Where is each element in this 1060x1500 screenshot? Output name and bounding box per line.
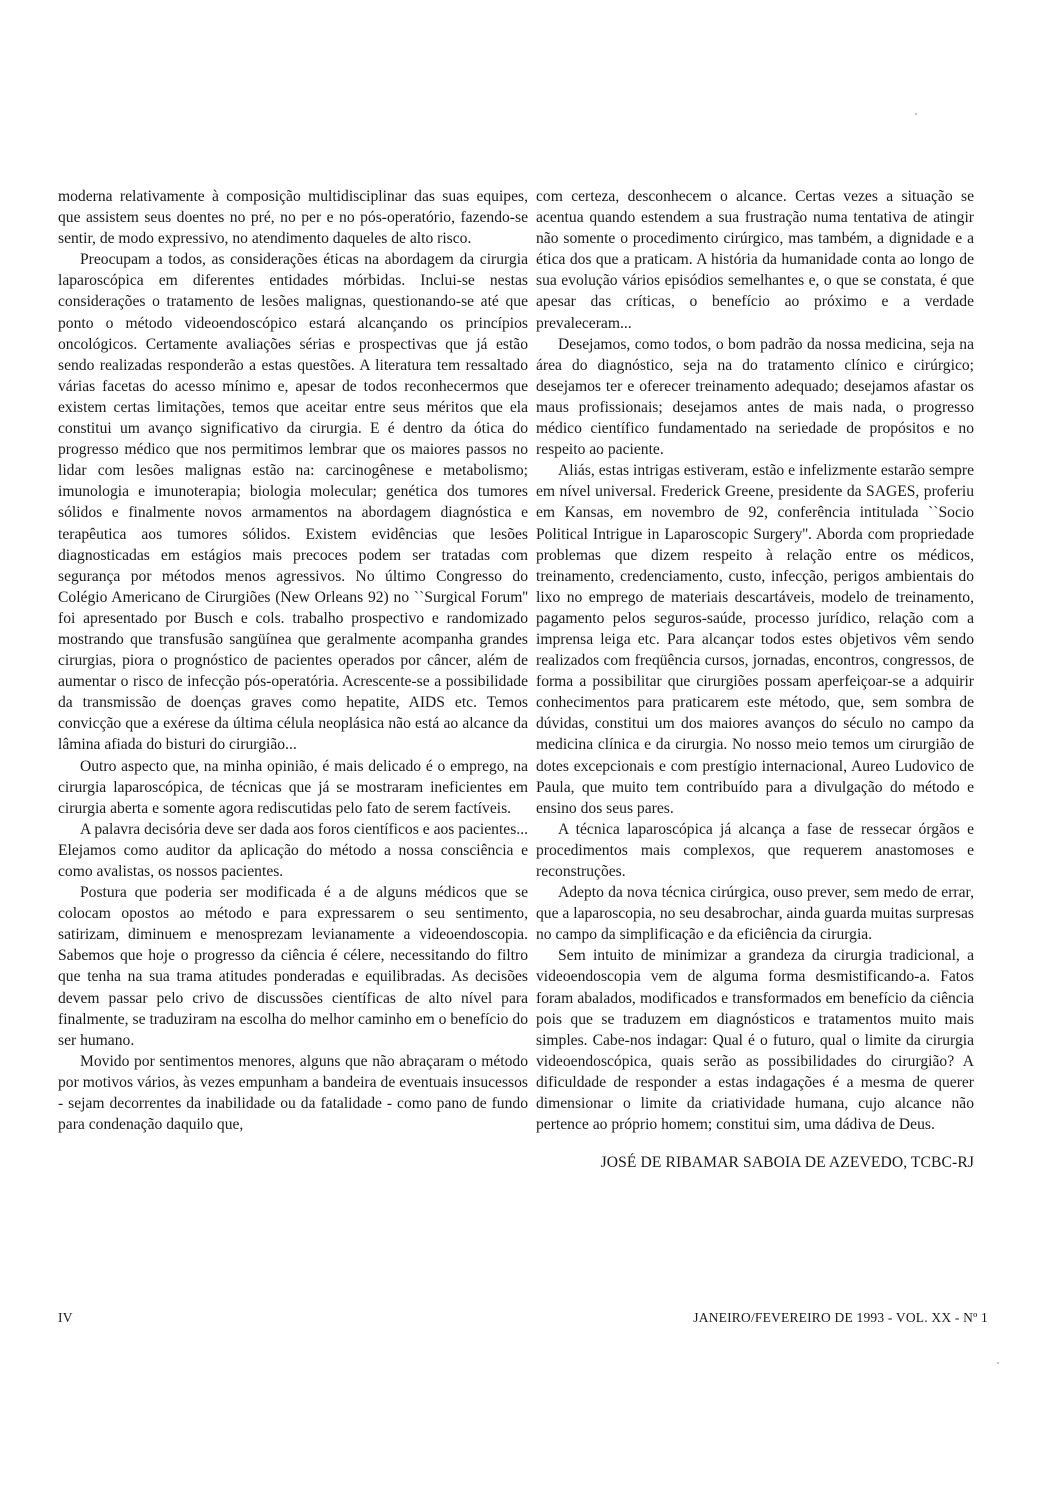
paragraph: com certeza, desconhecem o alcance. Certas vezes a situação se acentua quando estendem a sua frustração numa tentativa de atingir não somente o procedimento cirúrgico, mas também, a dignidade e a ética dos que a praticam. A história da humanidade conta ao longo de sua evolução vários episódios semelhantes e, o que se constata, é que apesar das críticas, o benefício ao próximo e a verdade prevaleceram...	[536, 188, 974, 332]
paragraph: Sem intuito de minimizar a grandeza da cirurgia tradicional, a videoendoscopia vem de alguma forma desmistificando-a. Fatos foram abalados, modificados e transformados em benefício da ciência pois que se traduzem em diagnósticos e tratamentos muito mais simples. Cabe-nos indagar: Qual é o futuro, qual o limite da cirurgia videoendoscópica, quais serão as possibilidades do cirurgião? A dificuldade de responder a estas indagações é a mesma de querer dimensionar o limite da criatividade humana, cujo alcance não pertence ao próprio homem; constitui sim, uma dádiva de Deus.	[536, 947, 974, 1134]
scan-speck	[997, 1362, 999, 1364]
paragraph: A palavra decisória deve ser dada aos foros científicos e aos pacientes... Elejamos como auditor da aplicação do método a nossa consciência e como avalistas, os nossos pacientes.	[58, 820, 528, 880]
issue-info: JANEIRO/FEVEREIRO DE 1993 - VOL. XX - Nº 1	[693, 1310, 988, 1325]
article-column-right	[536, 186, 974, 1173]
paragraph: Adepto da nova técnica cirúrgica, ouso prever, sem medo de errar, que a laparoscopia, no seu desabrochar, ainda guarda muitas surpresas no campo da simplificação e da eficiência da cirurgia.	[536, 884, 975, 944]
scan-speck	[915, 113, 917, 115]
article-column-left	[58, 186, 528, 1135]
page-number: IV	[58, 1310, 73, 1325]
paragraph: moderna relativamente à composição multidisciplinar das suas equipes, que assistem seus doentes no pré, no per e no pós-operatório, fazendo-se sentir, de modo expressivo, no atendimento daqueles de alto risco.	[58, 188, 528, 248]
paragraph: Aliás, estas intrigas estiveram, estão e infelizmente estarão sempre em nível universal. Frederick Greene, presidente da SAGES, proferiu em Kansas, em novembro de 92, conferência intitulada ``Socio Political Intrigue in Laparoscopic Surgery''. Aborda com propriedade problemas que dizem respeito à relação entre os médicos, treinamento, credenciamento, custo, infecção, perigos ambientais do lixo no emprego de materiais descartáveis, modelo de treinamento, pagamento pelos seguros-saúde, processo jurídico, relação com a imprensa leiga etc. Para alcançar todos estes objetivos vêm sendo realizados com freqüência cursos, jornadas, encontros, congressos, de forma a possibilitar que cirurgiões possam aperfeiçoar-se a adquirir conhecimentos para praticarem este método, que, sem sombra de dúvidas, constitui um dos maiores avanços do século no campo da medicina clínica e da cirurgia. No nosso meio temos um cirurgião de dotes excepcionais e com prestígio internacional, Aureo Ludovico de Paula, que muito tem contribuído para a divulgação do método e ensino dos seus pares.	[536, 462, 974, 817]
paragraph: Outro aspecto que, na minha opinião, é mais delicado é o emprego, na cirurgia laparoscópica, de técnicas que já se mostraram ineficientes em cirurgia aberta e somente agora rediscutidas pelo fato de serem factíveis.	[58, 757, 528, 817]
paragraph: Movido por sentimentos menores, alguns que não abraçaram o método por motivos vários, às vezes empunham a bandeira de eventuais insucessos - sejam decorrentes da inabilidade ou da fatalidade - como pano de fundo para condenação daquilo que,	[58, 1052, 528, 1134]
author-signature: JOSÉ DE RIBAMAR SABOIA DE AZEVEDO, TCBC-RJ	[600, 1154, 974, 1172]
paragraph: Desejamos, como todos, o bom padrão da nossa medicina, seja na área do diagnóstico, seja na do tratamento clínico e cirúrgico; desejamos ter e oferecer treinamento adequado; desejamos afastar os maus profissionais; desejamos antes de mais nada, o progresso médico científico fundamentado na seriedade de propósitos e no respeito ao paciente.	[536, 335, 974, 459]
paragraph: Postura que poderia ser modificada é a de alguns médicos que se colocam opostos ao método e para expressarem o seu sentimento, satirizam, diminuem e menosprezam levianamente a videoendoscopia. Sabemos que hoje o progresso da ciência é célere, necessitando do filtro que tenha na sua trama atitudes ponderadas e equilibradas. As decisões devem passar pelo crivo de discussões científicas de alto nível para finalmente, se traduziram na escolha do melhor caminho em o benefício do ser humano.	[58, 884, 528, 1049]
paragraph: A técnica laparoscópica já alcança a fase de ressecar órgãos e procedimentos mais complexos, que requerem anastomoses e reconstruções.	[536, 820, 974, 880]
paragraph: Preocupam a todos, as considerações éticas na abordagem da cirurgia laparoscópica em diferentes entidades mórbidas. Inclui-se nestas considerações o tratamento de lesões malignas, questionando-se até que ponto o método videoendoscópico estará alcançando os princípios oncológicos. Certamente avaliações sérias e prospectivas que já estão sendo realizadas responderão a estas questões. A literatura tem ressaltado várias facetas do acesso mínimo e, apesar de todos reconhecermos que existem certas limitações, temos que aceitar entre seus méritos que ela constitui um avanço significativo da cirurgia. E é dentro da ótica do progresso médico que nos permitimos lembrar que os maiores passos no lidar com lesões malignas estão na: carcinogênese e metabolismo; imunologia e imunoterapia; biologia molecular; genética dos tumores sólidos e finalmente novos armamentos na abordagem diagnóstica e terapêutica aos tumores sólidos. Existem evidências que lesões diagnosticadas em estágios mais precoces podem ser tratadas com segurança por métodos menos agressivos. No último Congresso do Colégio Americano de Cirurgiões (New Orleans 92) no ``Surgical Forum'' foi apresentado por Busch e cols. trabalho prospectivo e randomizado mostrando que transfusão sangüínea que geralmente acompanha grandes cirurgias, piora o prognóstico de pacientes operados por câncer, além de aumentar o risco de infecção pós-operatória. Acrescente-se a possibilidade da transmissão de doenças graves como hepatite, AIDS etc. Temos convicção que a exérese da última célula neoplásica não está ao alcance da lâmina afiada do bisturi do cirurgião...	[58, 251, 528, 754]
